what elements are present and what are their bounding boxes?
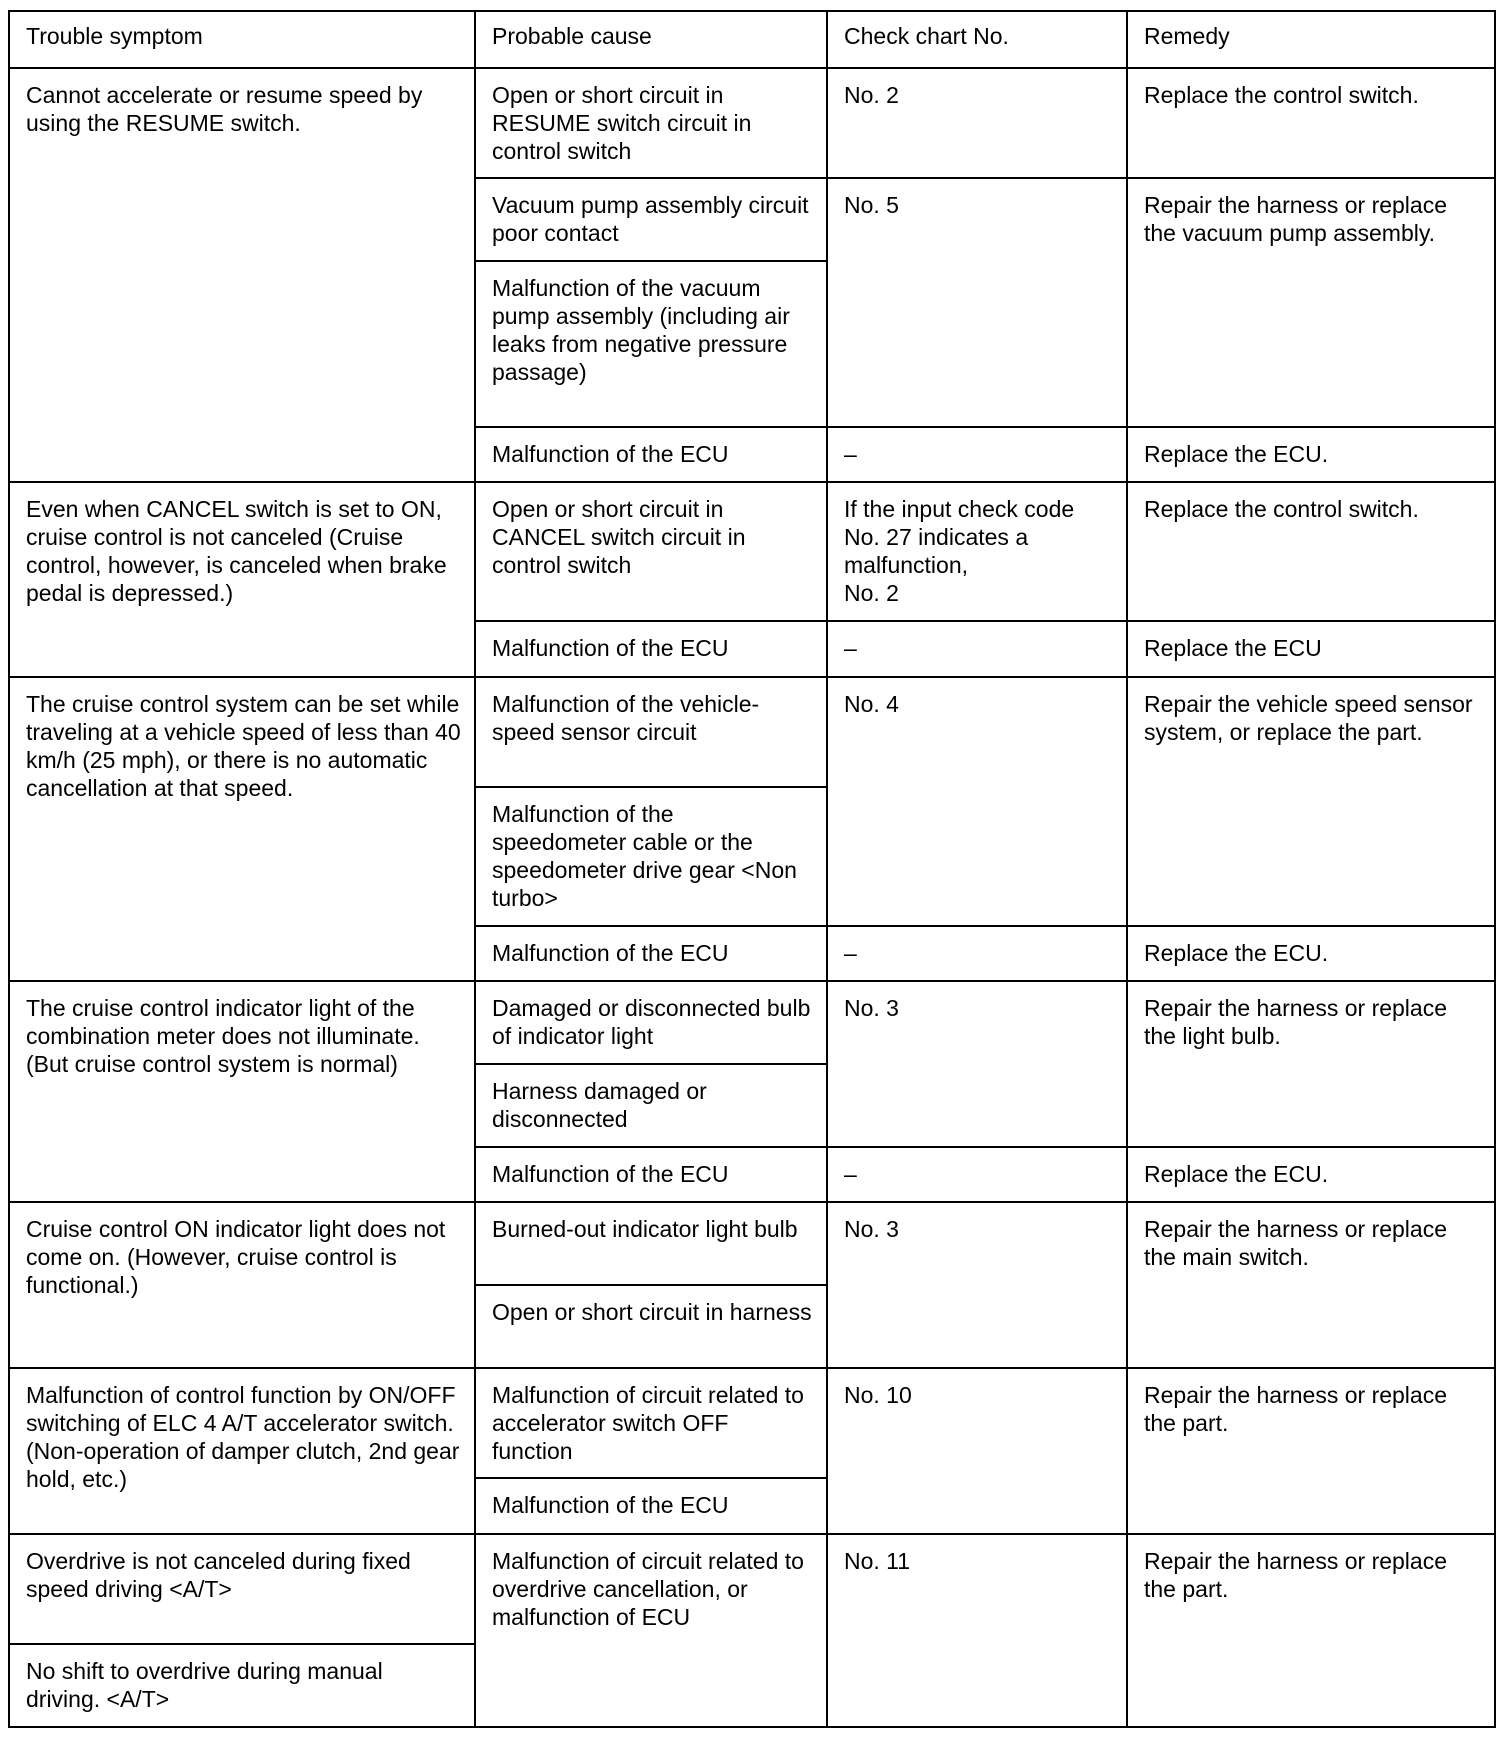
remedy-cell: Repair the harness or replace the part. (1127, 1534, 1495, 1727)
header-remedy: Remedy (1127, 11, 1495, 68)
check-cell: No. 3 (827, 1202, 1127, 1368)
cause-cell: Harness damaged or disconnected (475, 1064, 827, 1147)
table-row (9, 981, 1495, 1064)
symptom-cell: The cruise control system can be set while traveling at a vehicle speed of less than 40 km/h (25 mph), or there is no automatic cancellation at that speed. (9, 677, 475, 982)
header-trouble-symptom: Trouble symptom (9, 11, 475, 68)
remedy-cell: Repair the harness or replace the part. (1127, 1368, 1495, 1534)
remedy-cell: Replace the ECU. (1127, 926, 1495, 981)
check-cell: – (827, 621, 1127, 676)
check-cell: – (827, 427, 1127, 482)
cause-cell: Open or short circuit in harness (475, 1285, 827, 1368)
remedy-cell: Replace the ECU. (1127, 1147, 1495, 1202)
troubleshooting-table (8, 10, 1496, 1728)
header-check-chart-no: Check chart No. (827, 11, 1127, 68)
cause-cell: Malfunction of the ECU (475, 621, 827, 676)
cause-cell: Malfunction of circuit related to accelerator switch OFF function (475, 1368, 827, 1478)
symptom-cell: Cannot accelerate or resume speed by using the RESUME switch. (9, 68, 475, 482)
symptom-cell: Malfunction of control function by ON/OFF switching of ELC 4 A/T accelerator switch. (Non-operation of damper clutch, 2nd gear hold, etc.) (9, 1368, 475, 1534)
check-cell: No. 5 (827, 178, 1127, 427)
header-row (9, 11, 1495, 68)
table-row (9, 677, 1495, 787)
table-row (9, 1202, 1495, 1285)
table-row (9, 1368, 1495, 1478)
cause-cell: Malfunction of the vehicle-speed sensor circuit (475, 677, 827, 787)
check-cell: No. 2 (827, 68, 1127, 178)
remedy-cell: Repair the harness or replace the light bulb. (1127, 981, 1495, 1147)
cause-cell: Malfunction of the speedometer cable or the speedometer drive gear <Non turbo> (475, 787, 827, 926)
check-cell: If the input check code No. 27 indicates a malfunction, No. 2 (827, 482, 1127, 621)
cause-cell: Vacuum pump assembly circuit poor contact (475, 178, 827, 261)
check-cell: – (827, 926, 1127, 981)
symptom-cell: Cruise control ON indicator light does not come on. (However, cruise control is functional.) (9, 1202, 475, 1368)
remedy-cell: Replace the control switch. (1127, 68, 1495, 178)
symptom-cell: No shift to overdrive during manual driving. <A/T> (9, 1644, 475, 1727)
symptom-cell: Even when CANCEL switch is set to ON, cruise control is not canceled (Cruise control, however, is canceled when brake pedal is depressed.) (9, 482, 475, 676)
check-cell: No. 4 (827, 677, 1127, 927)
cause-cell: Malfunction of circuit related to overdrive cancellation, or malfunction of ECU (475, 1534, 827, 1727)
check-cell: No. 10 (827, 1368, 1127, 1534)
cause-cell: Malfunction of the ECU (475, 926, 827, 981)
check-cell: No. 3 (827, 981, 1127, 1147)
remedy-cell: Repair the harness or replace the main switch. (1127, 1202, 1495, 1368)
cause-cell: Damaged or disconnected bulb of indicator light (475, 981, 827, 1064)
remedy-cell: Replace the ECU (1127, 621, 1495, 676)
cause-cell: Malfunction of the ECU (475, 427, 827, 482)
table-row (9, 68, 1495, 178)
symptom-cell: The cruise control indicator light of the combination meter does not illuminate. (But cruise control system is normal) (9, 981, 475, 1202)
remedy-cell: Repair the vehicle speed sensor system, or replace the part. (1127, 677, 1495, 927)
remedy-cell: Repair the harness or replace the vacuum pump assembly. (1127, 178, 1495, 427)
cause-cell: Malfunction of the ECU (475, 1478, 827, 1533)
cause-cell: Open or short circuit in RESUME switch circuit in control switch (475, 68, 827, 178)
cause-cell: Malfunction of the vacuum pump assembly (including air leaks from negative pressure passage) (475, 261, 827, 427)
check-cell: No. 11 (827, 1534, 1127, 1727)
cause-cell: Burned-out indicator light bulb (475, 1202, 827, 1285)
cause-cell: Open or short circuit in CANCEL switch circuit in control switch (475, 482, 827, 621)
remedy-cell: Replace the ECU. (1127, 427, 1495, 482)
table-row (9, 482, 1495, 621)
remedy-cell: Replace the control switch. (1127, 482, 1495, 621)
table-row (9, 1534, 1495, 1644)
cause-cell: Malfunction of the ECU (475, 1147, 827, 1202)
check-cell: – (827, 1147, 1127, 1202)
symptom-cell: Overdrive is not canceled during fixed speed driving <A/T> (9, 1534, 475, 1644)
header-probable-cause: Probable cause (475, 11, 827, 68)
